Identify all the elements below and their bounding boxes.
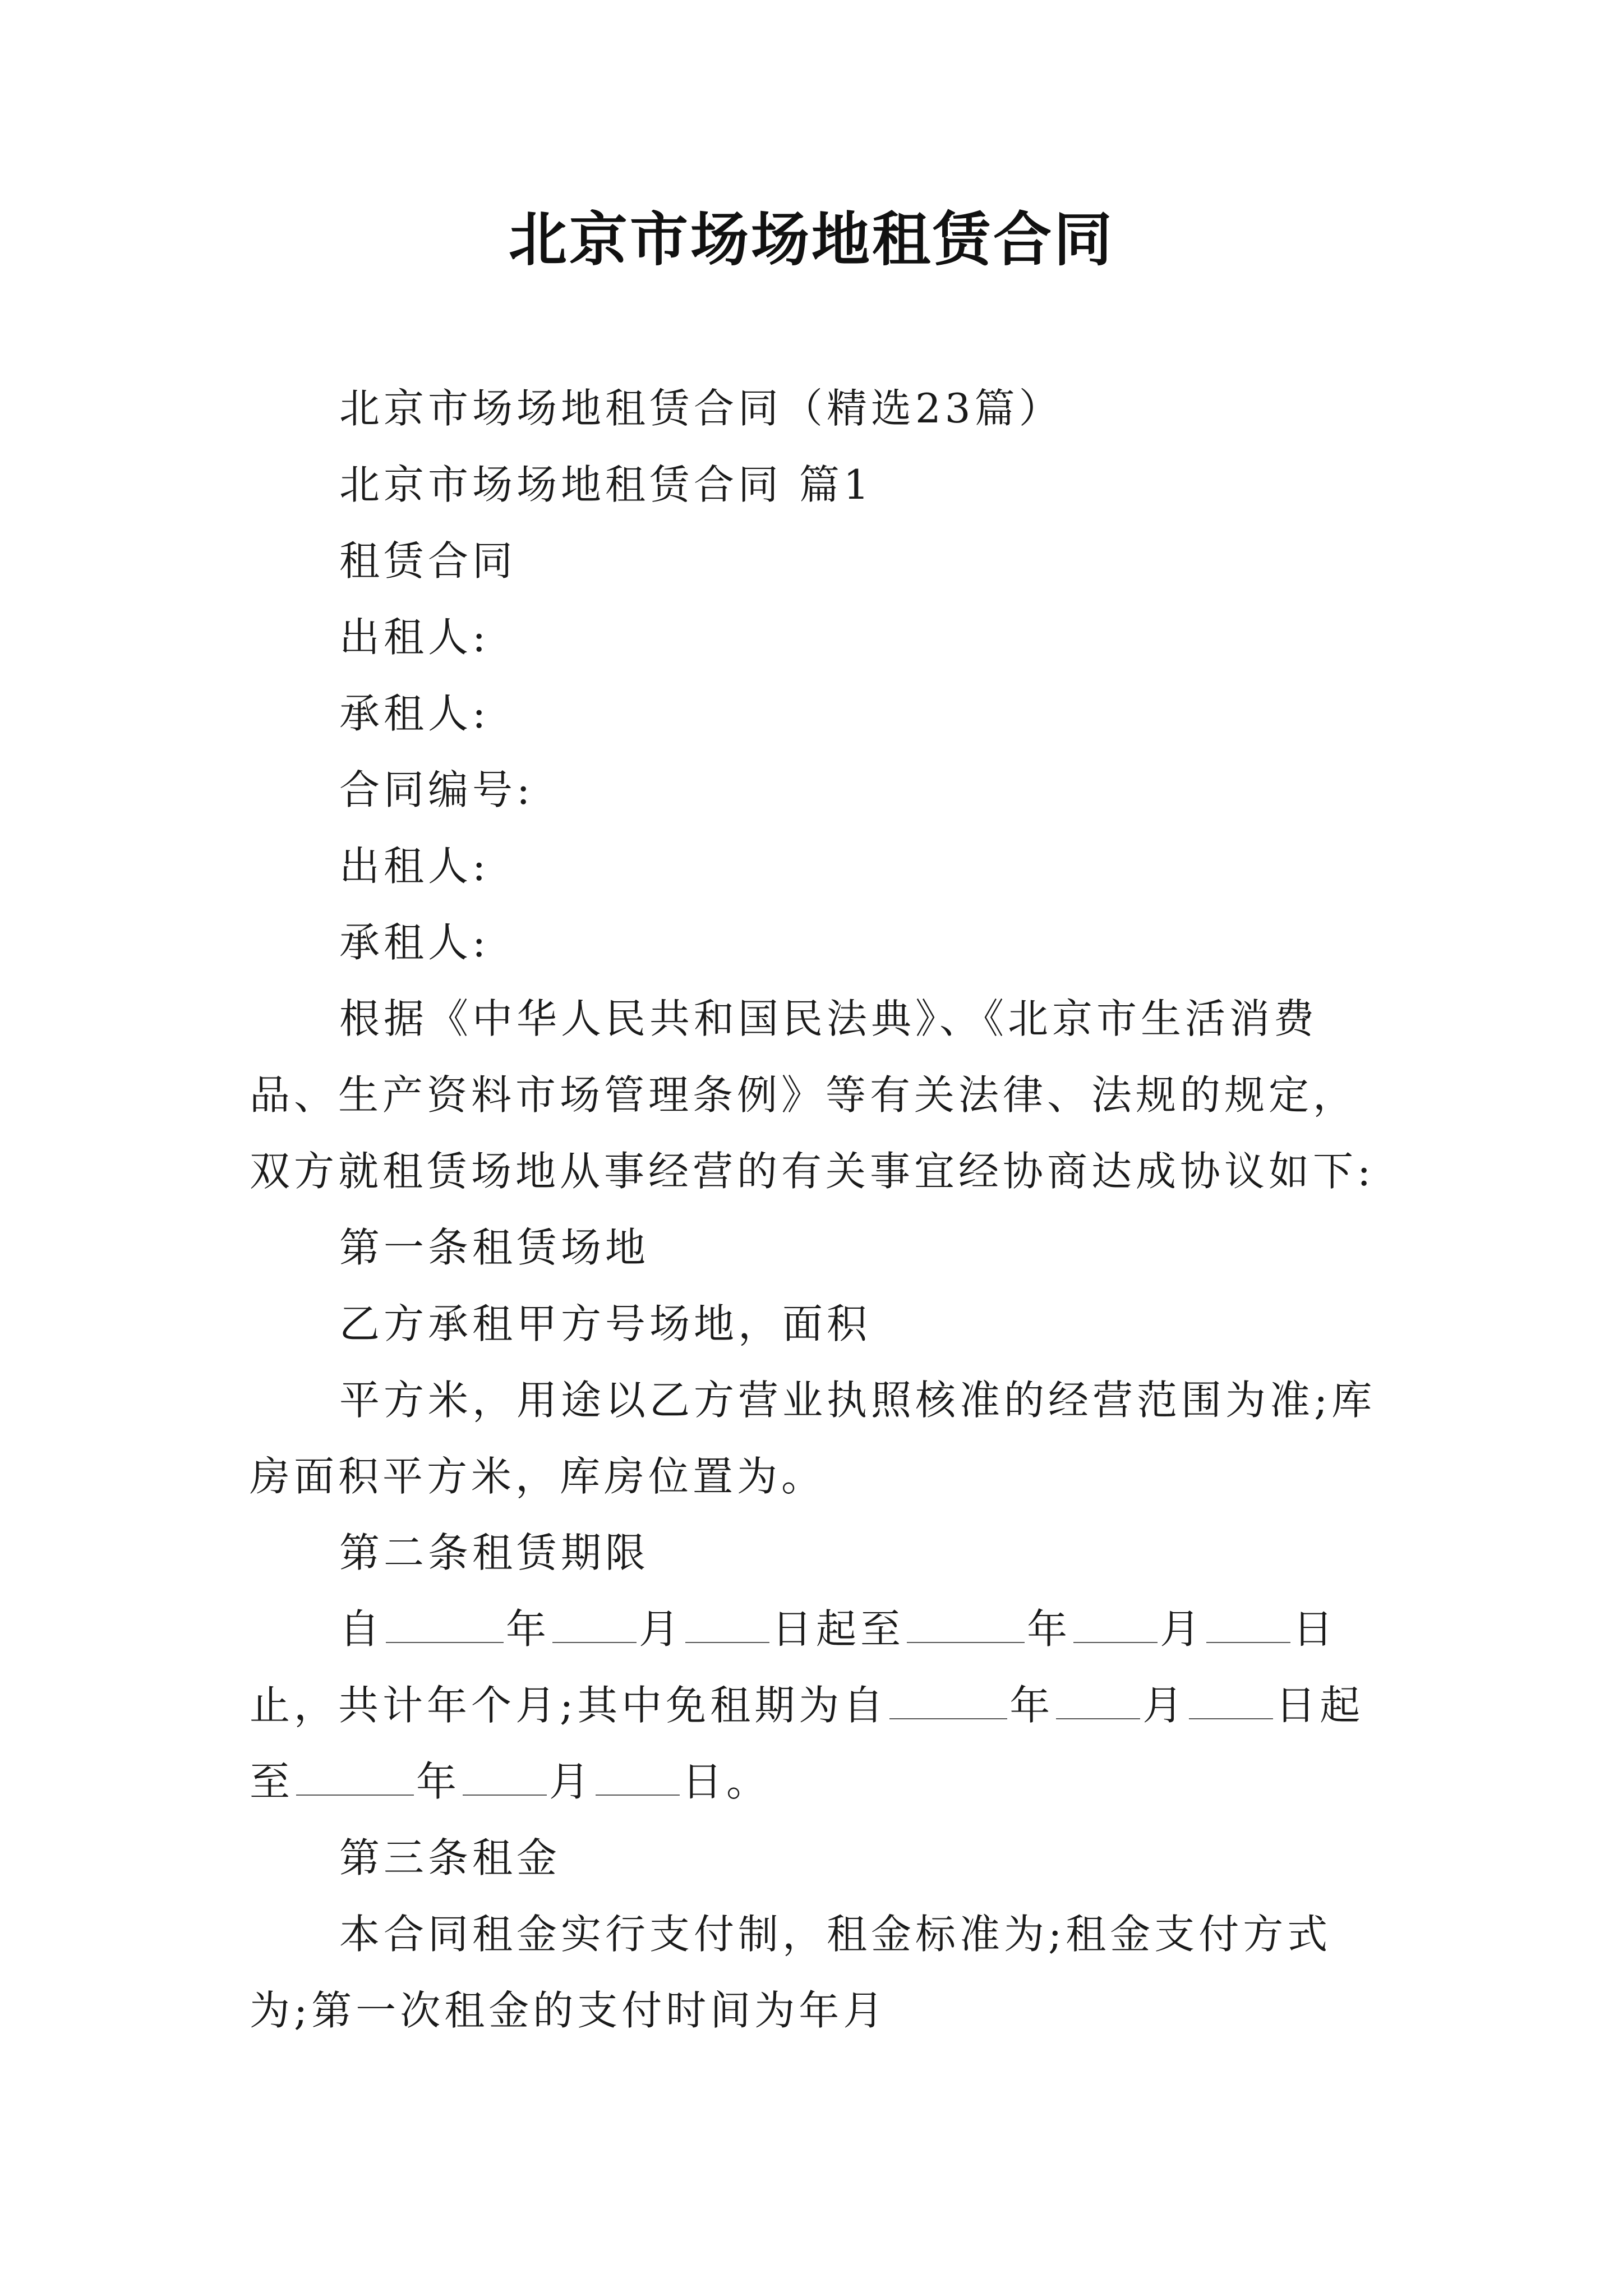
- term-text: 年: [506, 1605, 551, 1653]
- paragraph: 北京市场场地租赁合同（精选23篇）: [339, 385, 1063, 432]
- paragraph: 承租人:: [339, 919, 490, 966]
- document-body: [250, 370, 1385, 2049]
- blank-line: [889, 1679, 1007, 1719]
- term-text: 年: [416, 1758, 461, 1805]
- term-text: 日起至: [772, 1605, 905, 1653]
- blank-line: [296, 1755, 414, 1796]
- paragraph: 承租人:: [339, 690, 490, 737]
- paragraph: 第二条租赁期限: [339, 1529, 650, 1576]
- paragraph: 合同编号:: [339, 766, 534, 813]
- paragraph: 北京市场场地租赁合同 篇1: [339, 461, 873, 508]
- document-title: 北京市场场地租赁合同: [508, 205, 1114, 274]
- term-text: 月: [549, 1758, 594, 1805]
- term-text: 月: [639, 1605, 684, 1653]
- term-text: 年: [1027, 1605, 1072, 1653]
- blank-line: [552, 1603, 637, 1643]
- term-text: 日。: [682, 1758, 771, 1805]
- blank-line: [596, 1755, 680, 1796]
- paragraph: 平方米，用途以乙方营业执照核准的经营范围为准;库房面积平方米，库房位置为。: [250, 1377, 1376, 1500]
- blank-line: [907, 1603, 1025, 1643]
- paragraph: 第一条租赁场地: [339, 1224, 650, 1271]
- blank-line: [1056, 1679, 1140, 1719]
- term-text: 自: [339, 1605, 384, 1653]
- paragraph: 出租人:: [339, 614, 490, 661]
- blank-line: [1073, 1603, 1158, 1643]
- term-text: 月: [1160, 1605, 1205, 1653]
- paragraph: 租赁合同: [339, 537, 517, 585]
- paragraph: 出租人:: [339, 843, 490, 890]
- term-clause-paragraph: [250, 1591, 1385, 1820]
- blank-line: [386, 1603, 504, 1643]
- blank-line: [463, 1755, 547, 1796]
- blank-line: [685, 1603, 769, 1643]
- paragraph: 根据《中华人民共和国民法典》、《北京市生活消费品、生产资料市场管理条例》等有关法律、法规的规定，双方就租赁场地从事经营的有关事宜经协商达成协议如下:: [250, 995, 1375, 1195]
- paragraph: 乙方承租甲方号场地，面积: [339, 1300, 872, 1347]
- blank-line: [1189, 1679, 1273, 1719]
- term-text: 日止，共计年个月;其中免租期为自: [250, 1605, 1338, 1729]
- term-text: 年: [1009, 1682, 1054, 1729]
- term-text: 日起至: [250, 1682, 1364, 1805]
- paragraph: 第三条租金: [339, 1834, 561, 1881]
- paragraph: 本合同租金实行支付制，租金标准为;租金支付方式为;第一次租金的支付时间为年月: [250, 1911, 1332, 2034]
- blank-line: [1206, 1603, 1290, 1643]
- term-text: 月: [1142, 1682, 1187, 1729]
